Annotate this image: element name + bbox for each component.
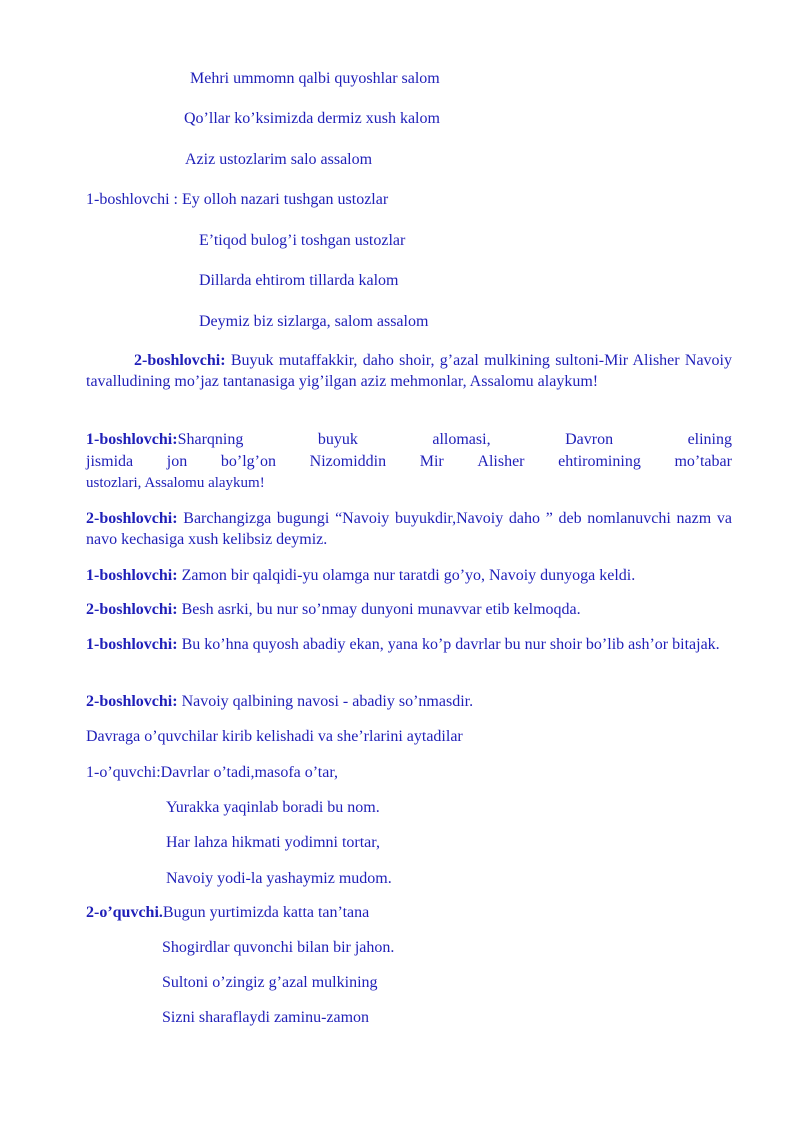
speaker-label: 2-o’quvchi.	[86, 904, 163, 921]
word: ehtiromining	[558, 453, 641, 470]
poem-line: Yurakka yaqinlab boradi bu nom.	[166, 799, 380, 816]
word: Sharqning	[177, 431, 244, 448]
poem-line: Aziz ustozlarim salo assalom	[185, 151, 373, 168]
poem-line: Sultoni o’zingiz g’azal mulkining	[162, 974, 378, 991]
stage-direction: Davraga o’quvchilar kirib kelishadi va she’rlarini aytadilar	[86, 728, 463, 745]
poem-line: Navoiy yodi-la yashaymiz mudom.	[166, 870, 392, 887]
speaker-label: 1-boshlovchi:	[86, 567, 178, 584]
paragraph-text: Besh asrki, bu nur so’nmay dunyoni munavvar etib kelmoqda.	[177, 601, 581, 618]
paragraph-line: ustozlari, Assalomu alaykum!	[86, 475, 265, 491]
word: allomasi,	[432, 431, 491, 448]
poem-line: Mehri ummomn qalbi quyoshlar salom	[190, 70, 440, 87]
poem-line: Har lahza hikmati yodimni tortar,	[166, 834, 380, 851]
poem-line: Deymiz biz sizlarga, salom assalom	[199, 313, 429, 330]
paragraph	[86, 350, 732, 392]
paragraph-text: Navoiy qalbining navosi - abadiy so’nmasdir.	[177, 693, 474, 710]
word: jon	[166, 453, 188, 470]
poem-text: Bugun yurtimizda katta tan’tana	[162, 904, 370, 921]
poem-line: 1-o’quvchi:Davrlar o’tadi,masofa o’tar,	[86, 764, 339, 781]
speaker-label: 2-boshlovchi:	[86, 601, 178, 618]
speaker-label: 2-boshlovchi:	[86, 693, 178, 710]
poem-line: E’tiqod bulog’i toshgan ustozlar	[199, 232, 406, 249]
word: buyuk	[317, 431, 358, 448]
poem-line	[86, 189, 388, 210]
paragraph	[86, 565, 732, 586]
paragraph-line	[86, 429, 732, 450]
poem-text: Ey olloh nazari tushgan ustozlar	[182, 191, 389, 208]
speaker-label: 1-boshlovchi:	[86, 431, 178, 448]
paragraph	[86, 599, 732, 620]
poem-line: Shogirdlar quvonchi bilan bir jahon.	[162, 939, 395, 956]
word: Nizomiddin	[309, 453, 387, 470]
word: elining	[687, 431, 732, 448]
paragraph	[86, 508, 732, 550]
speaker-label: 2-boshlovchi:	[134, 352, 226, 369]
speaker-label: 1-boshlovchi:	[86, 636, 178, 653]
paragraph	[86, 634, 732, 655]
word: Alisher	[477, 453, 525, 470]
poem-line: Sizni sharaflaydi zaminu-zamon	[162, 1009, 370, 1026]
paragraph	[86, 691, 732, 712]
word: bo’lg’on	[220, 453, 276, 470]
paragraph-line	[86, 451, 732, 472]
speaker-label: 2-boshlovchi:	[86, 510, 178, 527]
poem-line	[86, 902, 369, 923]
paragraph-text: Zamon bir qalqidi-yu olamga nur taratdi go’yo, Navoiy dunyoga keldi.	[177, 567, 636, 584]
poem-line: Dillarda ehtirom tillarda kalom	[199, 272, 399, 289]
paragraph-text: Buyuk mutaffakkir, daho shoir, g’azal mulkining sultoni-Mir Alisher Navoiy tavalludining mo’jaz tantanasiga yig’ilgan aziz mehmonlar, Assalomu alaykum!	[86, 352, 732, 390]
word: Davron	[565, 431, 614, 448]
speaker-label: 1-boshlovchi :	[86, 191, 182, 208]
paragraph-text: Bu ko’hna quyosh abadiy ekan, yana ko’p davrlar bu nur shoir bo’lib ash’or bitajak.	[177, 636, 720, 653]
poem-line: Qo’llar ko’ksimizda dermiz xush kalom	[184, 110, 440, 127]
word: Mir	[419, 453, 444, 470]
paragraph-text: Barchangizga bugungi “Navoiy buyukdir,Navoiy daho ” deb nomlanuvchi nazm va navo kechasiga xush kelibsiz deymiz.	[86, 510, 732, 548]
word: jismida	[86, 453, 134, 470]
word: mo’tabar	[674, 453, 732, 470]
